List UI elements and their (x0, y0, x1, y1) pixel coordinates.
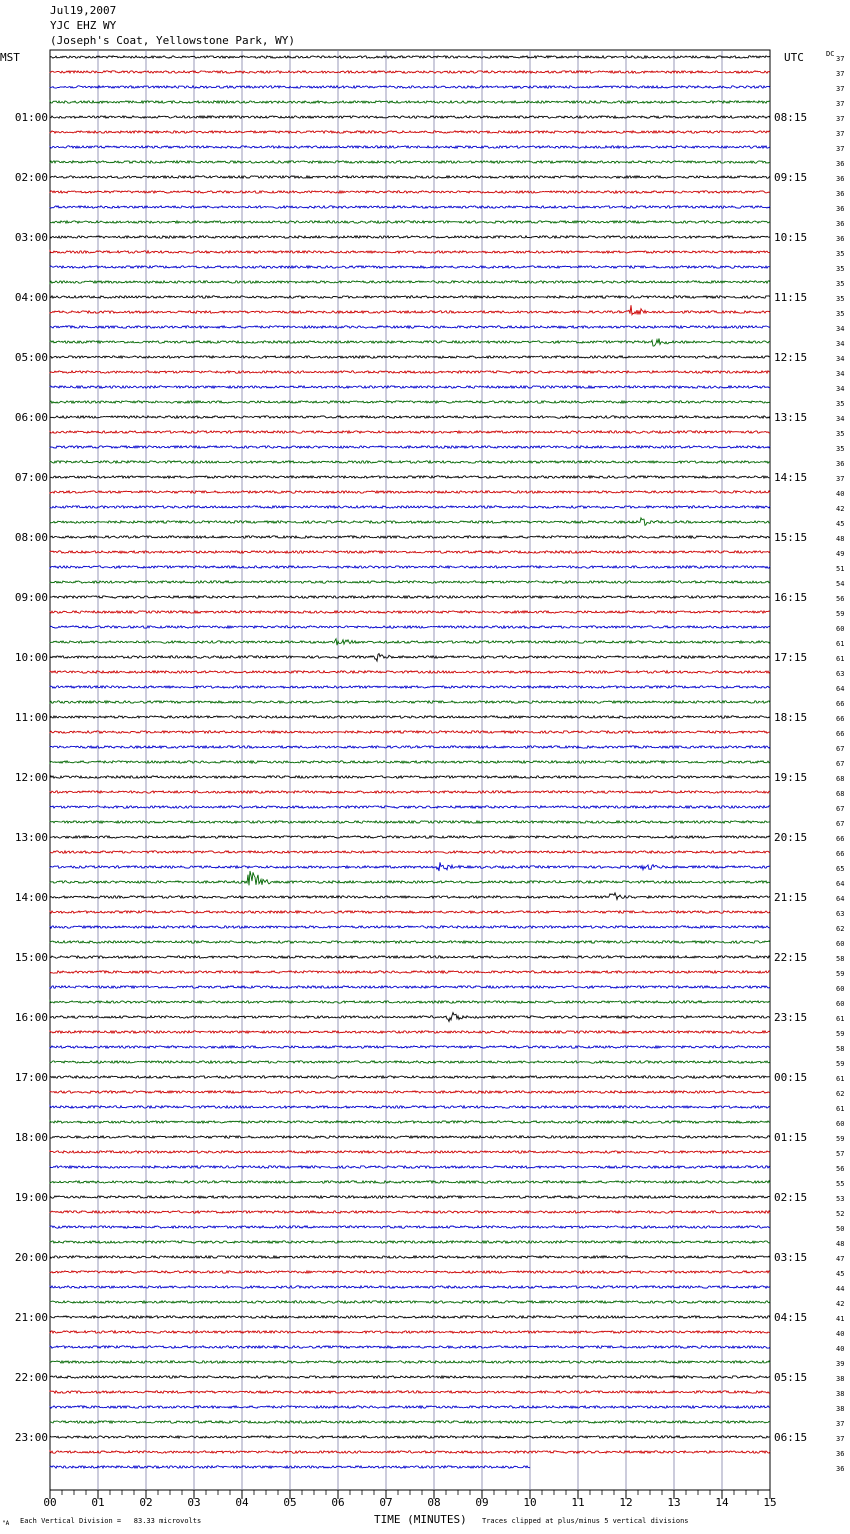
dc-value: 63 (836, 670, 845, 678)
seismic-trace (50, 926, 770, 928)
seismic-trace (50, 146, 770, 148)
seismic-trace (50, 356, 770, 358)
dc-value: 34 (836, 355, 845, 363)
seismic-trace (50, 836, 770, 838)
seismic-trace (50, 1451, 770, 1453)
seismic-trace (50, 551, 770, 553)
dc-value: 37 (836, 55, 845, 63)
seismic-trace (50, 305, 770, 315)
dc-value: 41 (836, 1315, 845, 1323)
mst-hour-label: 23:00 (14, 1431, 48, 1444)
dc-value: 38 (836, 1375, 845, 1383)
seismic-trace (50, 701, 770, 703)
seismic-trace (50, 1091, 770, 1093)
seismic-trace (50, 776, 770, 778)
dc-value: 37 (836, 130, 845, 138)
utc-hour-label: 04:15 (774, 1311, 808, 1324)
utc-hour-label: 13:15 (774, 411, 808, 424)
x-tick-label: 12 (619, 1496, 633, 1509)
seismic-trace (50, 581, 770, 583)
dc-value: 66 (836, 700, 845, 708)
seismic-trace (50, 116, 770, 118)
x-tick-label: 13 (667, 1496, 681, 1509)
seismic-trace (50, 281, 770, 283)
seismic-trace (50, 1106, 770, 1108)
seismic-trace (50, 401, 770, 403)
utc-hour-label: 08:15 (774, 111, 808, 124)
dc-value: 38 (836, 1390, 845, 1398)
mst-hour-label: 15:00 (14, 951, 48, 964)
utc-hour-label: 01:15 (774, 1131, 808, 1144)
mst-hour-label: 11:00 (14, 711, 48, 724)
x-tick-label: 00 (43, 1496, 57, 1509)
dc-value: 60 (836, 625, 845, 633)
dc-value: 35 (836, 295, 845, 303)
dc-value: 35 (836, 265, 845, 273)
utc-hour-label: 16:15 (774, 591, 808, 604)
dc-value: 36 (836, 160, 845, 168)
utc-hour-label: 18:15 (774, 711, 808, 724)
x-tick-label: 05 (283, 1496, 297, 1509)
utc-hour-label: 17:15 (774, 651, 808, 664)
utc-hour-label: 22:15 (774, 951, 808, 964)
dc-value: 60 (836, 1000, 845, 1008)
seismic-trace (50, 1301, 770, 1303)
seismic-trace (50, 862, 770, 871)
dc-value: 37 (836, 475, 845, 483)
dc-value: 37 (836, 145, 845, 153)
seismic-trace (50, 639, 770, 645)
dc-value: 40 (836, 490, 845, 498)
dc-value: 66 (836, 850, 845, 858)
mst-hour-label: 07:00 (14, 471, 48, 484)
dc-value: 66 (836, 835, 845, 843)
seismic-trace (50, 871, 770, 885)
footer-clip: Traces clipped at plus/minus 5 vertical divisions (482, 1517, 689, 1525)
dc-value: 66 (836, 730, 845, 738)
seismic-trace (50, 326, 770, 328)
dc-value: 36 (836, 175, 845, 183)
dc-value: 68 (836, 790, 845, 798)
seismic-trace (50, 1196, 770, 1198)
dc-label: DC (826, 50, 835, 58)
utc-hour-label: 19:15 (774, 771, 808, 784)
footer-scale: Each Vertical Division = 83.33 microvolts (20, 1517, 202, 1525)
seismic-trace (50, 1013, 770, 1022)
x-tick-label: 07 (379, 1496, 393, 1509)
dc-value: 44 (836, 1285, 845, 1293)
dc-value: 37 (836, 85, 845, 93)
seismic-trace (50, 251, 770, 253)
dc-value: 34 (836, 370, 845, 378)
seismic-trace (50, 956, 770, 958)
dc-value: 42 (836, 505, 845, 513)
seismic-trace (50, 416, 770, 418)
dc-value: 61 (836, 1105, 845, 1113)
header-date: Jul19,2007 (50, 4, 117, 17)
seismic-trace (50, 491, 770, 493)
seismic-trace (50, 161, 770, 163)
dc-value: 34 (836, 340, 845, 348)
dc-value: 68 (836, 775, 845, 783)
x-axis-title: TIME (MINUTES) (374, 1513, 467, 1526)
seismic-trace (50, 191, 770, 193)
dc-value: 64 (836, 685, 845, 693)
seismic-trace (50, 1181, 770, 1183)
seismic-trace (50, 1286, 770, 1288)
seismic-trace (50, 1406, 770, 1408)
seismic-trace (50, 518, 770, 525)
seismic-trace (50, 1061, 770, 1063)
dc-value: 35 (836, 310, 845, 318)
dc-value: 67 (836, 760, 845, 768)
utc-hour-label: 10:15 (774, 231, 808, 244)
seismic-trace (50, 791, 770, 793)
x-tick-label: 15 (763, 1496, 777, 1509)
x-tick-label: 11 (571, 1496, 585, 1509)
dc-value: 36 (836, 190, 845, 198)
seismic-trace (50, 101, 770, 103)
mst-hour-label: 10:00 (14, 651, 48, 664)
seismic-trace (50, 266, 770, 268)
dc-value: 51 (836, 565, 845, 573)
trace-group (50, 56, 770, 1468)
mst-hour-label: 09:00 (14, 591, 48, 604)
utc-hour-label: 23:15 (774, 1011, 808, 1024)
seismic-trace (50, 131, 770, 133)
mst-hour-label: 22:00 (14, 1371, 48, 1384)
dc-value: 36 (836, 1450, 845, 1458)
dc-value: 65 (836, 865, 845, 873)
dc-value: 60 (836, 940, 845, 948)
dc-value: 35 (836, 280, 845, 288)
x-tick-label: 01 (91, 1496, 105, 1509)
dc-value: 61 (836, 640, 845, 648)
x-tick-label: 10 (523, 1496, 537, 1509)
seismic-trace (50, 851, 770, 853)
dc-value: 61 (836, 1015, 845, 1023)
utc-hour-label: 02:15 (774, 1191, 808, 1204)
dc-value: 61 (836, 1075, 845, 1083)
dc-value: 62 (836, 1090, 845, 1098)
dc-value: 36 (836, 235, 845, 243)
mst-hour-label: 14:00 (14, 891, 48, 904)
left-axis-label: MST (0, 51, 20, 64)
seismic-trace (50, 446, 770, 448)
seismic-trace (50, 1001, 770, 1003)
seismic-trace (50, 1121, 770, 1123)
seismic-trace (50, 1436, 770, 1438)
utc-hour-label: 03:15 (774, 1251, 808, 1264)
dc-value: 59 (836, 1030, 845, 1038)
seismic-trace (50, 236, 770, 238)
seismic-trace (50, 56, 770, 58)
seismic-trace (50, 206, 770, 208)
seismic-trace (50, 536, 770, 538)
dc-value: 63 (836, 910, 845, 918)
seismic-trace (50, 86, 770, 88)
seismic-trace (50, 1241, 770, 1243)
seismic-trace (50, 1031, 770, 1033)
utc-hour-label: 14:15 (774, 471, 808, 484)
dc-value: 66 (836, 715, 845, 723)
x-tick-label: 02 (139, 1496, 153, 1509)
dc-value: 59 (836, 1060, 845, 1068)
dc-value: 37 (836, 70, 845, 78)
dc-value: 67 (836, 820, 845, 828)
dc-value: 37 (836, 100, 845, 108)
dc-value: 53 (836, 1195, 845, 1203)
seismic-trace (50, 1331, 770, 1333)
seismic-trace (50, 176, 770, 178)
seismic-trace (50, 626, 770, 628)
seismic-trace (50, 821, 770, 823)
mst-hour-label: 01:00 (14, 111, 48, 124)
seismic-trace (50, 1346, 770, 1348)
seismic-trace (50, 971, 770, 973)
seismic-trace (50, 1361, 770, 1363)
dc-value: 37 (836, 1435, 845, 1443)
x-tick-label: 14 (715, 1496, 729, 1509)
dc-value: 34 (836, 385, 845, 393)
seismic-trace (50, 746, 770, 748)
seismic-trace (50, 686, 770, 688)
x-tick-label: 09 (475, 1496, 489, 1509)
dc-value: 59 (836, 970, 845, 978)
seismic-trace (50, 806, 770, 808)
dc-value: 64 (836, 895, 845, 903)
seismic-trace (50, 716, 770, 718)
dc-value: 58 (836, 955, 845, 963)
seismic-trace (50, 1421, 770, 1423)
seismic-trace (50, 941, 770, 943)
dc-value: 67 (836, 745, 845, 753)
seismic-trace (50, 671, 770, 673)
utc-hour-label: 09:15 (774, 171, 808, 184)
seismic-trace (50, 1256, 770, 1258)
right-axis-label: UTC (784, 51, 804, 64)
dc-value: 47 (836, 1255, 845, 1263)
seismic-trace (50, 1136, 770, 1138)
dc-value: 48 (836, 535, 845, 543)
seismic-trace (50, 893, 770, 900)
dc-value: 38 (836, 1405, 845, 1413)
dc-value: 40 (836, 1330, 845, 1338)
dc-value: 59 (836, 610, 845, 618)
dc-value: 35 (836, 400, 845, 408)
utc-hour-label: 06:15 (774, 1431, 808, 1444)
mst-hour-label: 12:00 (14, 771, 48, 784)
dc-value: 37 (836, 115, 845, 123)
seismic-trace (50, 1226, 770, 1228)
seismic-trace (50, 339, 770, 347)
seismic-trace (50, 71, 770, 73)
dc-value: 37 (836, 1420, 845, 1428)
seismic-trace (50, 596, 770, 598)
dc-value: 36 (836, 220, 845, 228)
dc-value: 57 (836, 1150, 845, 1158)
seismic-trace (50, 566, 770, 568)
mst-hour-label: 06:00 (14, 411, 48, 424)
dc-value: 40 (836, 1345, 845, 1353)
dc-value: 61 (836, 655, 845, 663)
dc-value: 34 (836, 415, 845, 423)
mst-hour-label: 02:00 (14, 171, 48, 184)
utc-hour-label: 00:15 (774, 1071, 808, 1084)
dc-value: 52 (836, 1210, 845, 1218)
dc-value: 36 (836, 460, 845, 468)
dc-value: 36 (836, 1465, 845, 1473)
seismic-trace (50, 1271, 770, 1273)
dc-value: 45 (836, 1270, 845, 1278)
utc-hour-label: 05:15 (774, 1371, 808, 1384)
mst-hour-label: 13:00 (14, 831, 48, 844)
dc-value: 54 (836, 580, 845, 588)
seismic-trace (50, 431, 770, 433)
dc-value: 59 (836, 1135, 845, 1143)
seismic-trace (50, 506, 770, 508)
dc-value: 50 (836, 1225, 845, 1233)
seismic-trace (50, 761, 770, 763)
seismic-trace (50, 296, 770, 298)
seismic-trace (50, 1211, 770, 1213)
seismic-trace (50, 1046, 770, 1048)
dc-value: 48 (836, 1240, 845, 1248)
mst-hour-label: 05:00 (14, 351, 48, 364)
dc-value: 49 (836, 550, 845, 558)
plot-frame (50, 50, 770, 1490)
dc-value: 39 (836, 1360, 845, 1368)
seismic-trace (50, 461, 770, 463)
utc-hour-label: 11:15 (774, 291, 808, 304)
seismic-trace (50, 986, 770, 988)
dc-value: 64 (836, 880, 845, 888)
header-location: (Joseph's Coat, Yellowstone Park, WY) (50, 34, 296, 47)
dc-value: 35 (836, 445, 845, 453)
x-tick-label: 03 (187, 1496, 201, 1509)
utc-hour-label: 12:15 (774, 351, 808, 364)
utc-hour-label: 15:15 (774, 531, 808, 544)
dc-value: 62 (836, 925, 845, 933)
dc-value: 56 (836, 595, 845, 603)
seismic-trace (50, 654, 770, 661)
seismic-trace (50, 1376, 770, 1378)
x-tick-label: 06 (331, 1496, 345, 1509)
mst-hour-label: 16:00 (14, 1011, 48, 1024)
dc-value: 35 (836, 430, 845, 438)
mst-hour-label: 18:00 (14, 1131, 48, 1144)
utc-hour-label: 20:15 (774, 831, 808, 844)
mst-hour-label: 17:00 (14, 1071, 48, 1084)
mst-hour-label: 03:00 (14, 231, 48, 244)
dc-value: 45 (836, 520, 845, 528)
seismic-trace (50, 731, 770, 733)
seismic-trace (50, 1166, 770, 1168)
mst-hour-label: 08:00 (14, 531, 48, 544)
dc-value: 56 (836, 1165, 845, 1173)
seismic-trace (50, 1076, 770, 1078)
mst-hour-label: 04:00 (14, 291, 48, 304)
mst-hour-label: 21:00 (14, 1311, 48, 1324)
mst-hour-label: 19:00 (14, 1191, 48, 1204)
seismic-trace (50, 1151, 770, 1153)
seismic-trace (50, 221, 770, 223)
seismic-trace (50, 611, 770, 613)
dc-value: 60 (836, 985, 845, 993)
seismic-trace (50, 386, 770, 388)
utc-hour-label: 21:15 (774, 891, 808, 904)
dc-value: 34 (836, 325, 845, 333)
mst-hour-label: 20:00 (14, 1251, 48, 1264)
header-station: YJC EHZ WY (50, 19, 117, 32)
label-group (15, 55, 845, 1509)
seismic-trace (50, 1391, 770, 1393)
seismic-trace (50, 476, 770, 478)
x-tick-label: 08 (427, 1496, 441, 1509)
footer-mark: "A (2, 1520, 10, 1527)
seismic-trace (50, 1316, 770, 1318)
dc-value: 67 (836, 805, 845, 813)
dc-value: 55 (836, 1180, 845, 1188)
dc-value: 42 (836, 1300, 845, 1308)
dc-value: 35 (836, 250, 845, 258)
seismic-trace (50, 371, 770, 373)
dc-value: 58 (836, 1045, 845, 1053)
seismic-trace (50, 911, 770, 913)
dc-value: 36 (836, 205, 845, 213)
dc-value: 60 (836, 1120, 845, 1128)
x-tick-label: 04 (235, 1496, 249, 1509)
